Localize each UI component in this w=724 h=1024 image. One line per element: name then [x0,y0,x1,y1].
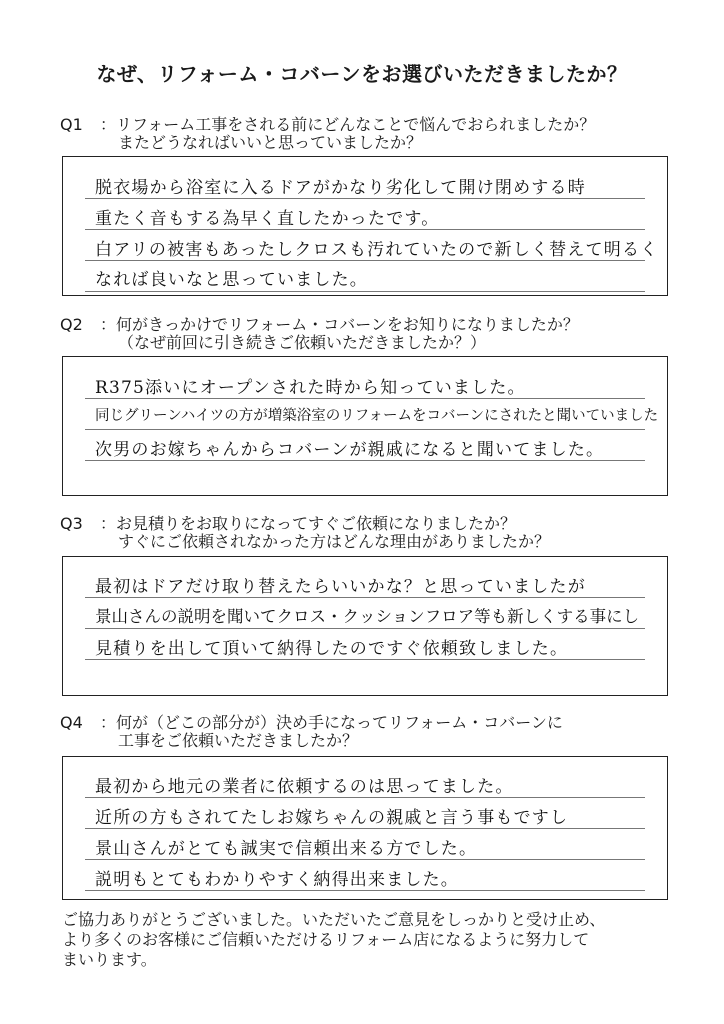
question-text-line2: またどうなればいいと思っていましたか？ [118,133,423,152]
answer-line: 次男のお嫁ちゃんからコバーンが親戚になると聞いてました。 [95,440,605,460]
question-number: Q3 [60,514,83,533]
closing-line: まいります。 [62,950,157,969]
closing-line: ご協力ありがとうございました。いただいたご意見をしっかりと受け止め、 [62,910,606,929]
ruled-line [85,859,645,860]
ruled-line [85,828,645,829]
ruled-line [85,890,645,891]
question-q2 [60,316,700,352]
answer-line: R375添いにオープンされた時から知っていました。 [95,378,526,398]
ruled-line [85,229,645,230]
answer-box-q1 [62,156,668,296]
question-text-line2: （なぜ前回に引き続きご依頼いただきましたか？） [118,333,487,352]
ruled-line [85,797,645,798]
question-q3 [60,515,700,551]
answer-line: 白アリの被害もあったしクロスも汚れていたので新しく替えて明るく [95,240,659,260]
ruled-line [85,597,645,598]
question-number: Q2 [60,315,83,334]
answer-line: 説明もとてもわかりやすく納得出来ました。 [95,870,459,890]
answer-line: 見積りを出して頂いて納得したのですぐ依頼致しました。 [95,639,569,659]
ruled-line [85,398,645,399]
answer-line: 脱衣場から浴室に入るドアがかなり劣化して開け閉めする時 [95,178,586,198]
question-text-line1: ：何がきっかけでリフォーム・コバーンをお知りになりましたか？ [100,315,579,334]
ruled-line [85,429,645,430]
answer-box-q3 [62,556,668,696]
answer-line: 同じグリーンハイツの方が増築浴室のリフォームをコバーンにされたと聞いていました [95,408,659,424]
question-q4 [60,714,700,750]
answer-line: 最初から地元の業者に依頼するのは思ってました。 [95,777,514,797]
answer-line: 近所の方もされてたしお嫁ちゃんの親戚と言う事もですし [95,808,569,828]
closing-line: より多くのお客様にご信頼いただけるリフォーム店になるように努力して [62,930,590,949]
ruled-line [85,198,645,199]
answer-box-q4 [62,756,668,900]
answer-line: 最初はドアだけ取り替えたらいいかな？と思っていましたが [95,577,586,597]
question-q1 [60,116,700,152]
question-number: Q1 [60,115,83,134]
question-text-line1: ：お見積りをお取りになってすぐご依頼になりましたか？ [100,514,517,533]
answer-line: なれば良いなと思っていました。 [95,270,368,290]
ruled-line [85,460,645,461]
ruled-line [85,291,645,292]
closing-message [62,910,702,970]
ruled-line [85,260,645,261]
answer-line: 景山さんの説明を聞いてクロス・クッションフロア等も新しくする事にし [95,607,640,626]
ruled-line [85,628,645,629]
question-text-line2: すぐにご依頼されなかった方はどんな理由がありましたか？ [118,532,551,551]
survey-title: なぜ、リフォーム・コバーンをお選びいただきましたか？ [96,62,628,86]
ruled-line [85,659,645,660]
answer-box-q2 [62,356,668,496]
question-text-line2: 工事をご依頼いただきましたか？ [118,731,359,750]
answer-line: 重たく音もする為早く直したかったです。 [95,209,440,229]
question-text-line1: ：リフォーム工事をされる前にどんなことで悩んでおられましたか？ [100,115,596,134]
question-text-line1: ：何が（どこの部分が）決め手になってリフォーム・コバーンに [100,713,563,732]
answer-line: 景山さんがとても誠実で信頼出来る方でした。 [95,839,478,859]
question-number: Q4 [60,713,83,732]
